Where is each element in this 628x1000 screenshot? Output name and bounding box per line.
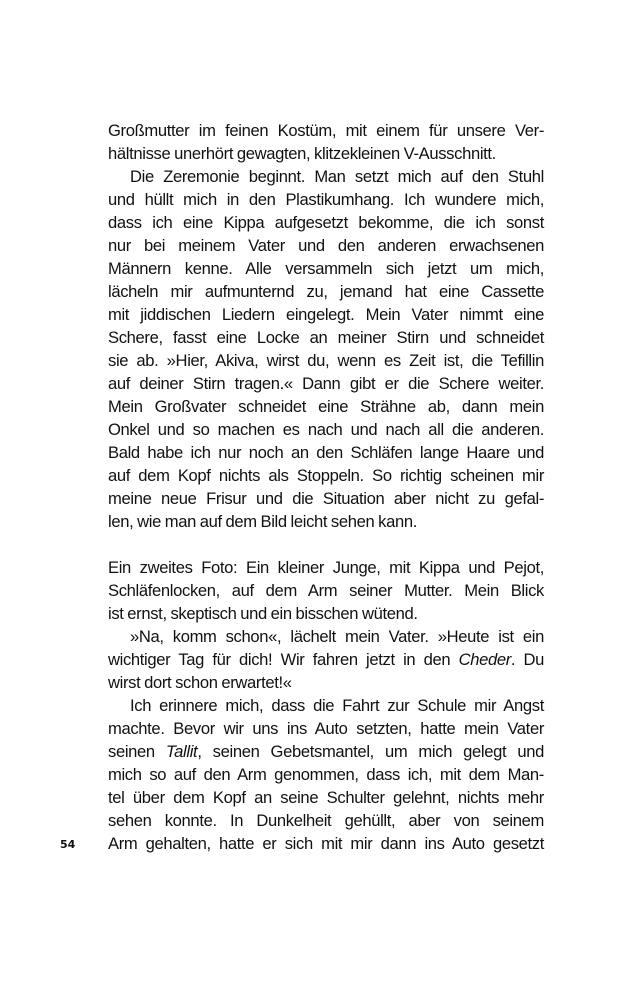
text-line: Die Zeremonie beginnt. Man setzt mich auf den Stuhl	[130, 167, 544, 186]
text-segment: , seinen Gebetsmantel, um mich gelegt und	[197, 742, 544, 761]
text-line	[108, 648, 544, 671]
italic-term: Tallit	[165, 742, 198, 761]
text-segment: seinen	[108, 742, 166, 761]
text-line: Großmutter im feinen Kostüm, mit einem für unsere Ver-	[108, 121, 544, 140]
text-line: Onkel und so machen es nach und nach all die anderen.	[108, 420, 544, 439]
italic-term: Cheder	[458, 650, 511, 669]
text-line: »Na, komm schon«, lächelt mein Vater. »Heute ist ein	[130, 627, 544, 646]
text-line: Ich erinnere mich, dass die Fahrt zur Schule mir Angst	[130, 696, 544, 715]
text-line: sie ab. »Hier, Akiva, wirst du, wenn es Zeit ist, die Tefillin	[108, 351, 544, 370]
text-line	[108, 740, 544, 763]
body-text	[108, 119, 544, 855]
text-line: Schläfenlocken, auf dem Arm seiner Mutter. Mein Blick	[108, 581, 544, 600]
paragraph-gap	[108, 533, 544, 556]
text-line: mit jiddischen Liedern eingelegt. Mein Vater nimmt eine	[108, 305, 544, 324]
text-line: Ein zweites Foto: Ein kleiner Junge, mit Kippa und Pejot,	[108, 558, 544, 577]
text-line: lächeln mir aufmunternd zu, jemand hat eine Cassette	[108, 282, 544, 301]
text-line: hältnisse unerhört gewagten, klitzekleinen V-Ausschnitt.	[108, 144, 496, 163]
text-segment: . Du	[510, 650, 544, 669]
text-line: meine neue Frisur und die Situation aber nicht zu gefal-	[108, 489, 544, 508]
text-line: Arm gehalten, hatte er sich mit mir dann ins Auto gesetzt	[108, 834, 544, 853]
text-line: auf dem Kopf nichts als Stoppeln. So richtig scheinen mir	[108, 466, 544, 485]
text-line: auf deiner Stirn tragen.« Dann gibt er die Schere weiter.	[108, 374, 544, 393]
text-line: ist ernst, skeptisch und ein bisschen wütend.	[108, 604, 418, 623]
text-line: machte. Bevor wir uns ins Auto setzten, hatte mein Vater	[108, 719, 544, 738]
text-line: tel über dem Kopf an seine Schulter gelehnt, nichts mehr	[108, 788, 544, 807]
text-line: len, wie man auf dem Bild leicht sehen kann.	[108, 512, 417, 531]
text-line: sehen konnte. In Dunkelheit gehüllt, aber von seinem	[108, 811, 544, 830]
text-segment: wichtiger Tag für dich! Wir fahren jetzt in den	[108, 650, 459, 669]
text-line: mich so auf den Arm genommen, dass ich, mit dem Man-	[108, 765, 544, 784]
text-line: Männern kenne. Alle versammeln sich jetzt um mich,	[108, 259, 544, 278]
text-line: Bald habe ich nur noch an den Schläfen lange Haare und	[108, 443, 544, 462]
text-line: nur bei meinem Vater und den anderen erwachsenen	[108, 236, 544, 255]
page-number: 54	[60, 838, 76, 851]
text-line: Schere, fasst eine Locke an meiner Stirn und schneidet	[108, 328, 544, 347]
text-line: wirst dort schon erwartet!«	[108, 673, 292, 692]
text-line: Mein Großvater schneidet eine Strähne ab, dann mein	[108, 397, 544, 416]
text-line: dass ich eine Kippa aufgesetzt bekomme, die ich sonst	[108, 213, 544, 232]
text-line: und hüllt mich in den Plastikumhang. Ich wundere mich,	[108, 190, 544, 209]
